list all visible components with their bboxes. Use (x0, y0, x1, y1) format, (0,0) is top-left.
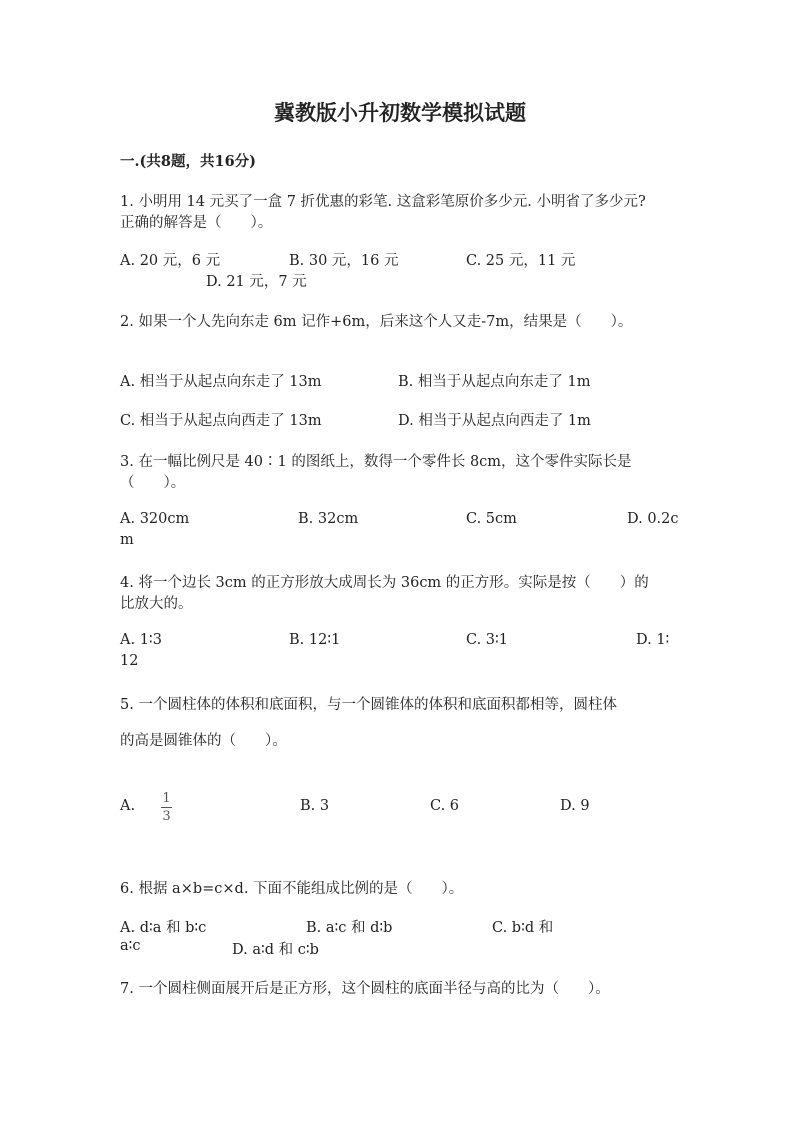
question-6-option-a: A. d∶a 和 b∶c (120, 920, 207, 936)
question-5-option-a: A. (120, 798, 136, 814)
question-3-text-cont: （ ）。 (120, 475, 186, 491)
question-2-option-a: A. 相当于从起点向东走了 13m (120, 374, 322, 390)
question-3-option-b: B. 32cm (298, 511, 359, 527)
question-1-option-d: D. 21 元，7 元 (206, 274, 307, 290)
question-4-text-cont: 比放大的。 (120, 596, 193, 612)
question-6-option-c-wrap: a∶c (120, 938, 141, 954)
fraction-one-third (161, 792, 172, 823)
fraction-numerator: 1 (162, 791, 171, 806)
question-2-option-d: D. 相当于从起点向西走了 1m (398, 413, 591, 429)
question-7-text: 7. 一个圆柱侧面展开后是正方形，这个圆柱的底面半径与高的比为（ ）。 (120, 981, 610, 997)
question-2-option-c: C. 相当于从起点向西走了 13m (120, 413, 322, 429)
question-5-text: 5. 一个圆柱体的体积和底面积，与一个圆锥体的体积和底面积都相等，圆柱体 (120, 697, 617, 713)
question-4-option-d-wrap: 12 (120, 653, 139, 669)
question-5-option-c: C. 6 (430, 798, 460, 814)
fraction-denominator: 3 (162, 809, 171, 824)
question-4-option-b: B. 12∶1 (289, 632, 341, 648)
question-4-text: 4. 将一个边长 3cm 的正方形放大成周长为 36cm 的正方形。实际是按（ ）的 (120, 575, 649, 591)
question-4-option-a: A. 1∶3 (120, 632, 162, 648)
question-6-option-d: D. a∶d 和 c∶b (232, 942, 319, 958)
question-4-option-c: C. 3∶1 (466, 632, 509, 648)
question-1-option-c: C. 25 元，11 元 (466, 253, 576, 269)
question-1-option-b: B. 30 元，16 元 (289, 253, 399, 269)
question-6-option-b: B. a∶c 和 d∶b (306, 920, 393, 936)
page-title: 冀教版小升初数学模拟试题 (274, 100, 526, 125)
question-6-option-c: C. b∶d 和 (492, 920, 554, 936)
section-heading: 一.(共8题，共16分) (120, 153, 257, 170)
fraction-bar (161, 807, 172, 808)
question-1-text: 1. 小明用 14 元买了一盒 7 折优惠的彩笔. 这盒彩笔原价多少元. 小明省了多少元? (120, 194, 646, 210)
question-3-text: 3. 在一幅比例尺是 40∶1 的图纸上，数得一个零件长 8cm，这个零件实际长是 (120, 454, 632, 470)
question-5-option-d: D. 9 (560, 798, 590, 814)
question-3-option-d-wrap: m (120, 532, 134, 548)
question-4-option-d: D. 1∶ (636, 632, 670, 648)
question-6-text: 6. 根据 a×b=c×d. 下面不能组成比例的是（ ）。 (120, 881, 464, 897)
question-1-option-a: A. 20 元，6 元 (120, 253, 221, 269)
question-2-option-b: B. 相当于从起点向东走了 1m (398, 374, 591, 390)
question-2-text: 2. 如果一个人先向东走 6m 记作+6m，后来这个人又走-7m，结果是（ ）。 (120, 314, 633, 330)
question-5-text-cont: 的高是圆锥体的（ ）。 (120, 733, 287, 749)
question-5-option-b: B. 3 (300, 798, 330, 814)
question-3-option-d: D. 0.2c (627, 511, 679, 527)
question-3-option-a: A. 320cm (120, 511, 190, 527)
question-1-text-cont: 正确的解答是（ ）。 (120, 215, 273, 231)
question-3-option-c: C. 5cm (466, 511, 517, 527)
